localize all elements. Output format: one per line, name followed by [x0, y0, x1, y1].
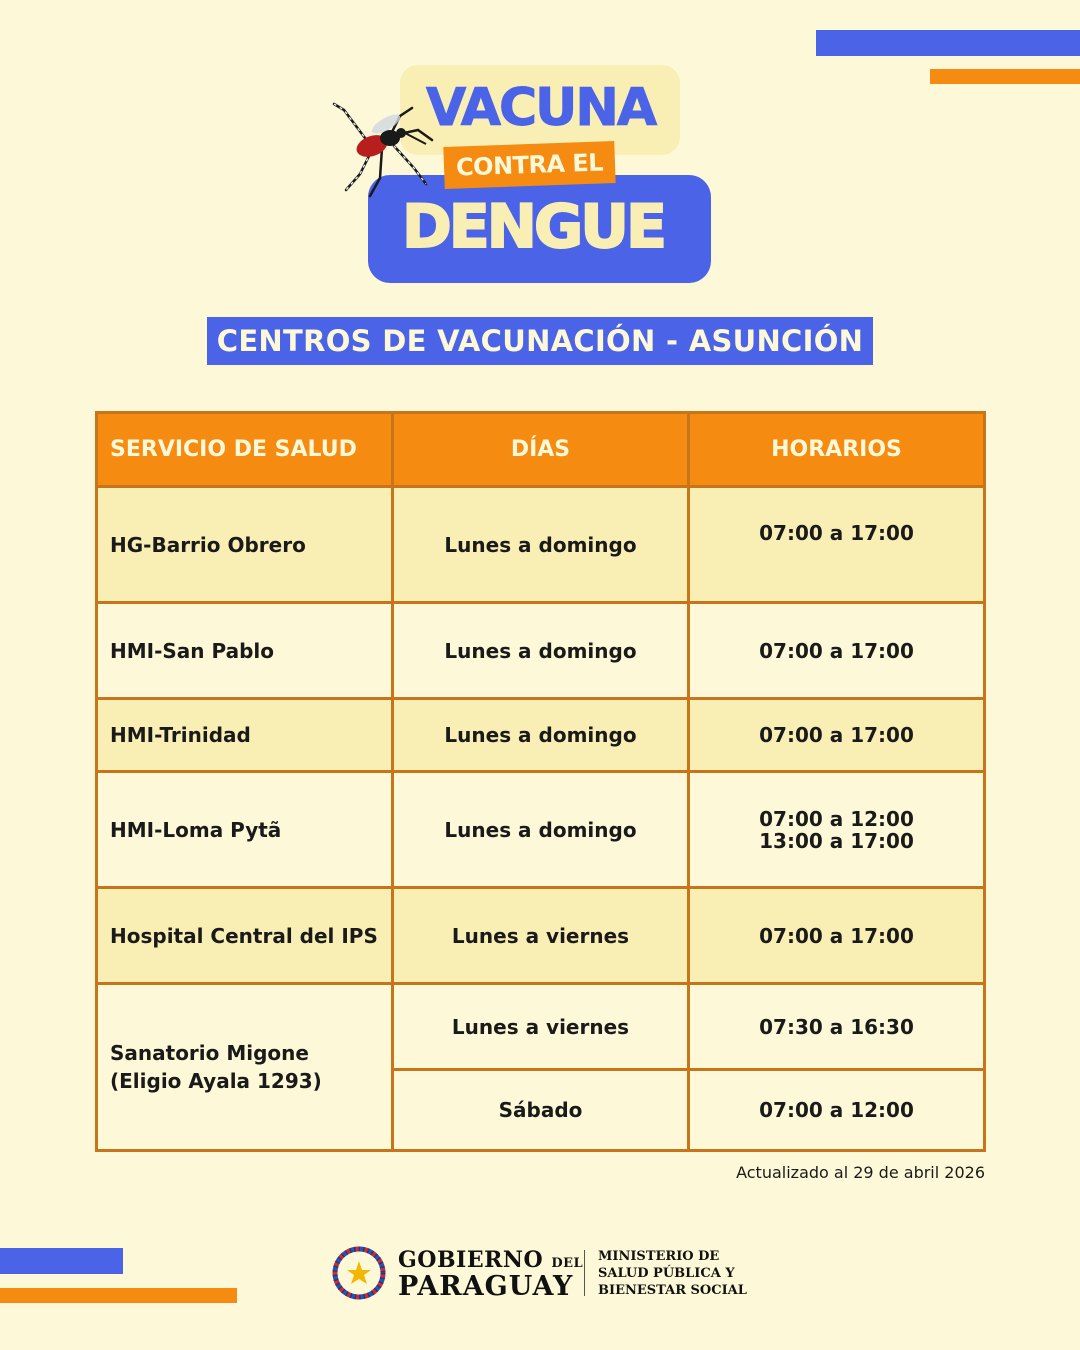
page-title: CENTROS DE VACUNACIÓN - ASUNCIÓN: [207, 317, 873, 365]
hours-line: 07:00 a 12:00: [759, 806, 914, 831]
hours-cell: 07:00 a 17:00: [689, 487, 985, 603]
service-cell: HMI-Loma Pytã: [97, 772, 393, 888]
government-name-line2: PARAGUAY: [398, 1271, 574, 1302]
days-cell: Lunes a domingo: [393, 487, 689, 603]
ministry-name: [598, 1248, 747, 1299]
mosquito-icon: [330, 100, 440, 200]
decorative-bar-orange-top: [930, 69, 1080, 84]
paraguay-seal-icon: [330, 1244, 390, 1302]
hours-line: 13:00 a 17:00: [759, 828, 914, 853]
table-row: [97, 772, 985, 888]
days-cell: Lunes a viernes: [393, 984, 689, 1070]
table-row: [97, 888, 985, 984]
ministry-line: MINISTERIO DE: [598, 1249, 720, 1264]
days-cell: Lunes a domingo: [393, 603, 689, 699]
hours-cell: 07:30 a 16:30: [689, 984, 985, 1070]
decorative-bar-blue-bottom: [0, 1248, 123, 1274]
update-note: Actualizado al 29 de abril 2026: [736, 1163, 985, 1182]
logo-word-vacuna: VACUNA: [426, 78, 656, 138]
logo-word-dengue: DENGUE: [402, 192, 664, 262]
gov-word-gobierno: GOBIERNO: [398, 1247, 544, 1273]
days-cell: Lunes a domingo: [393, 699, 689, 772]
decorative-bar-blue-top: [816, 30, 1080, 56]
government-footer: [330, 1244, 760, 1304]
service-cell: Hospital Central del IPS: [97, 888, 393, 984]
vaccination-schedule-table: [95, 411, 986, 1152]
gov-word-del: DEL: [551, 1256, 584, 1271]
service-cell: HMI-Trinidad: [97, 699, 393, 772]
decorative-bar-orange-bottom: [0, 1288, 237, 1303]
service-name: Sanatorio Migone: [110, 1041, 309, 1065]
ministry-line: SALUD PÚBLICA Y: [598, 1266, 735, 1281]
service-cell: HG-Barrio Obrero: [97, 487, 393, 603]
days-cell: Lunes a domingo: [393, 772, 689, 888]
hours-cell: 07:00 a 12:00: [689, 1070, 985, 1151]
ministry-line: BIENESTAR SOCIAL: [598, 1283, 747, 1298]
service-address: (Eligio Ayala 1293): [110, 1069, 322, 1093]
table-row: [97, 603, 985, 699]
hours-cell: [689, 772, 985, 888]
hours-cell: 07:00 a 17:00: [689, 888, 985, 984]
table-row: [97, 487, 985, 603]
table-header-row: [97, 413, 985, 487]
service-cell: HMI-San Pablo: [97, 603, 393, 699]
header-service: SERVICIO DE SALUD: [97, 413, 393, 487]
header-days: DÍAS: [393, 413, 689, 487]
days-cell: Lunes a viernes: [393, 888, 689, 984]
logo-word-contra-el: CONTRA EL: [443, 141, 615, 189]
hours-cell: 07:00 a 17:00: [689, 603, 985, 699]
hours-cell: 07:00 a 17:00: [689, 699, 985, 772]
government-name-line1: [398, 1247, 583, 1273]
campaign-logo: [330, 60, 730, 290]
service-cell: [97, 984, 393, 1151]
header-hours: HORARIOS: [689, 413, 985, 487]
days-cell: Sábado: [393, 1070, 689, 1151]
table-row: [97, 699, 985, 772]
table-row: [97, 984, 985, 1070]
footer-divider: [584, 1250, 585, 1296]
